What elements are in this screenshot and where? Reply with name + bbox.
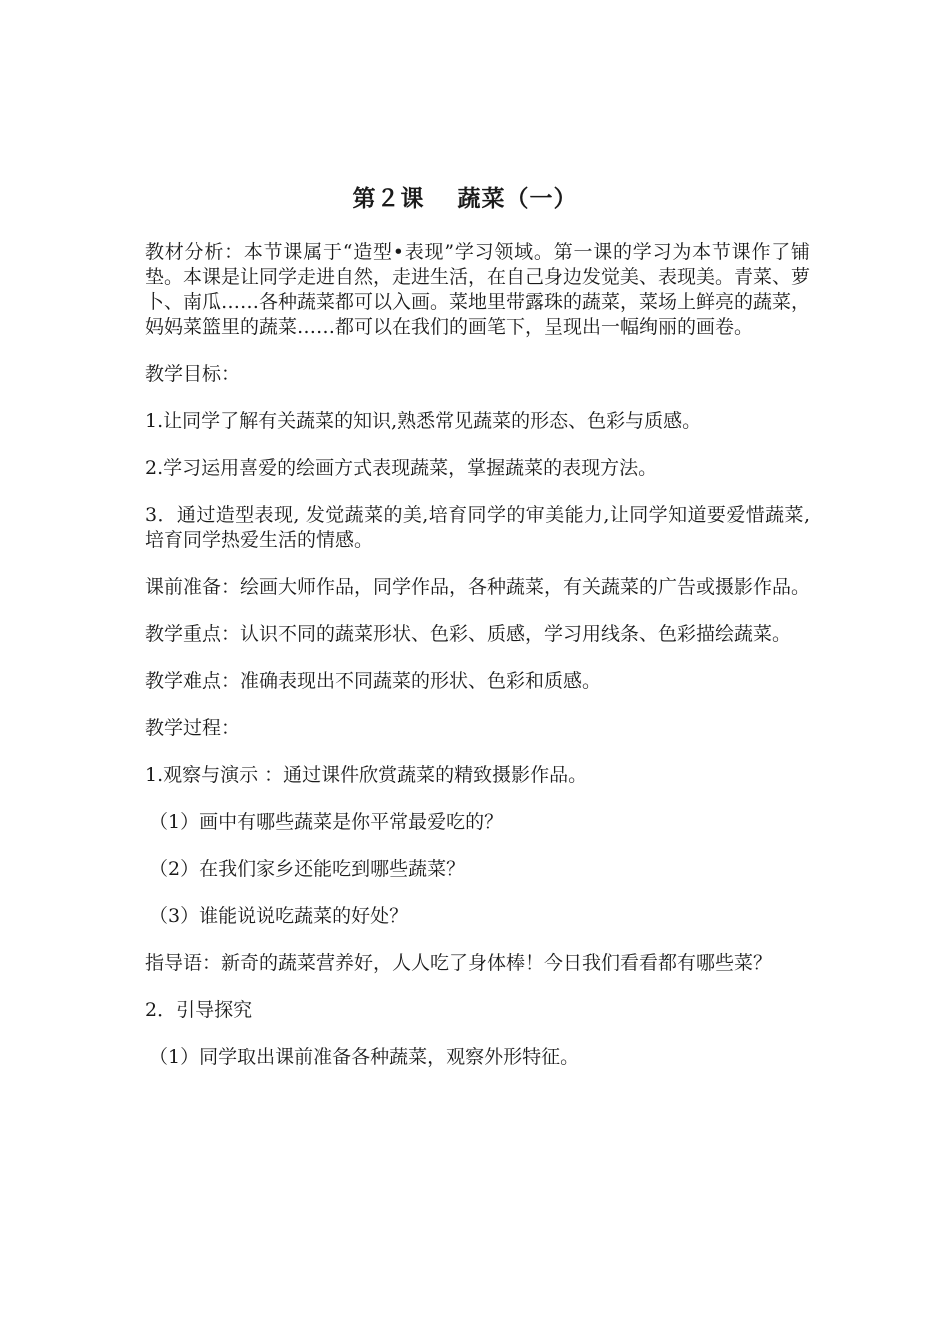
paragraph-material-analysis: 教材分析：本节课属于“造型•表现”学习领域。第一课的学习为本节课作了铺垫。本课是让同学走进自然，走进生活，在自己身边发觉美、表现美。青菜、萝卜、南瓜……各种蔬菜都可以入画。菜地里带露珠的蔬菜，菜场上鲜亮的蔬菜，妈妈菜篮里的蔬菜……都可以在我们的画笔下，呈现出一幅绚丽的画卷。 — [145, 241, 811, 338]
paragraph-preparation: 课前准备：绘画大师作品，同学作品，各种蔬菜，有关蔬菜的广告或摄影作品。 — [145, 576, 811, 598]
goal-item-2: 2.学习运用喜爱的绘画方式表现蔬菜，掌握蔬菜的表现方法。 — [145, 457, 658, 479]
process-step-2: 2．引导探究 — [145, 999, 253, 1021]
paragraph-guidance: 指导语：新奇的蔬菜营养好，人人吃了身体棒！今日我们看看都有哪些菜？ — [145, 952, 773, 974]
goal-item-1: 1.让同学了解有关蔬菜的知识,熟悉常见蔬菜的形态、色彩与质感。 — [145, 410, 702, 432]
question-item-3: （3）谁能说说吃蔬菜的好处？ — [149, 905, 409, 927]
question-item-1: （1）画中有哪些蔬菜是你平常最爱吃的？ — [149, 811, 504, 833]
process-substep-1: （1）同学取出课前准备各种蔬菜，观察外形特征。 — [149, 1046, 580, 1068]
heading-teaching-goals: 教学目标： — [145, 363, 241, 385]
paragraph-key-points: 教学重点：认识不同的蔬菜形状、色彩、质感，学习用线条、色彩描绘蔬菜。 — [145, 623, 792, 645]
document-body — [145, 240, 810, 1092]
paragraph-difficulties: 教学难点：准确表现出不同蔬菜的形状、色彩和质感。 — [145, 670, 602, 692]
goal-item-3: 3．通过造型表现, 发觉蔬菜的美,培育同学的审美能力,让同学知道要爱惜蔬菜,培育同学热爱生活的情感。 — [145, 504, 810, 551]
question-item-2: （2）在我们家乡还能吃到哪些蔬菜？ — [149, 858, 466, 880]
page-title: 第２课 蔬菜（一） — [352, 186, 578, 212]
heading-teaching-process: 教学过程： — [145, 717, 241, 739]
process-step-1: 1.观察与演示 ：通过课件欣赏蔬菜的精致摄影作品。 — [145, 764, 588, 786]
